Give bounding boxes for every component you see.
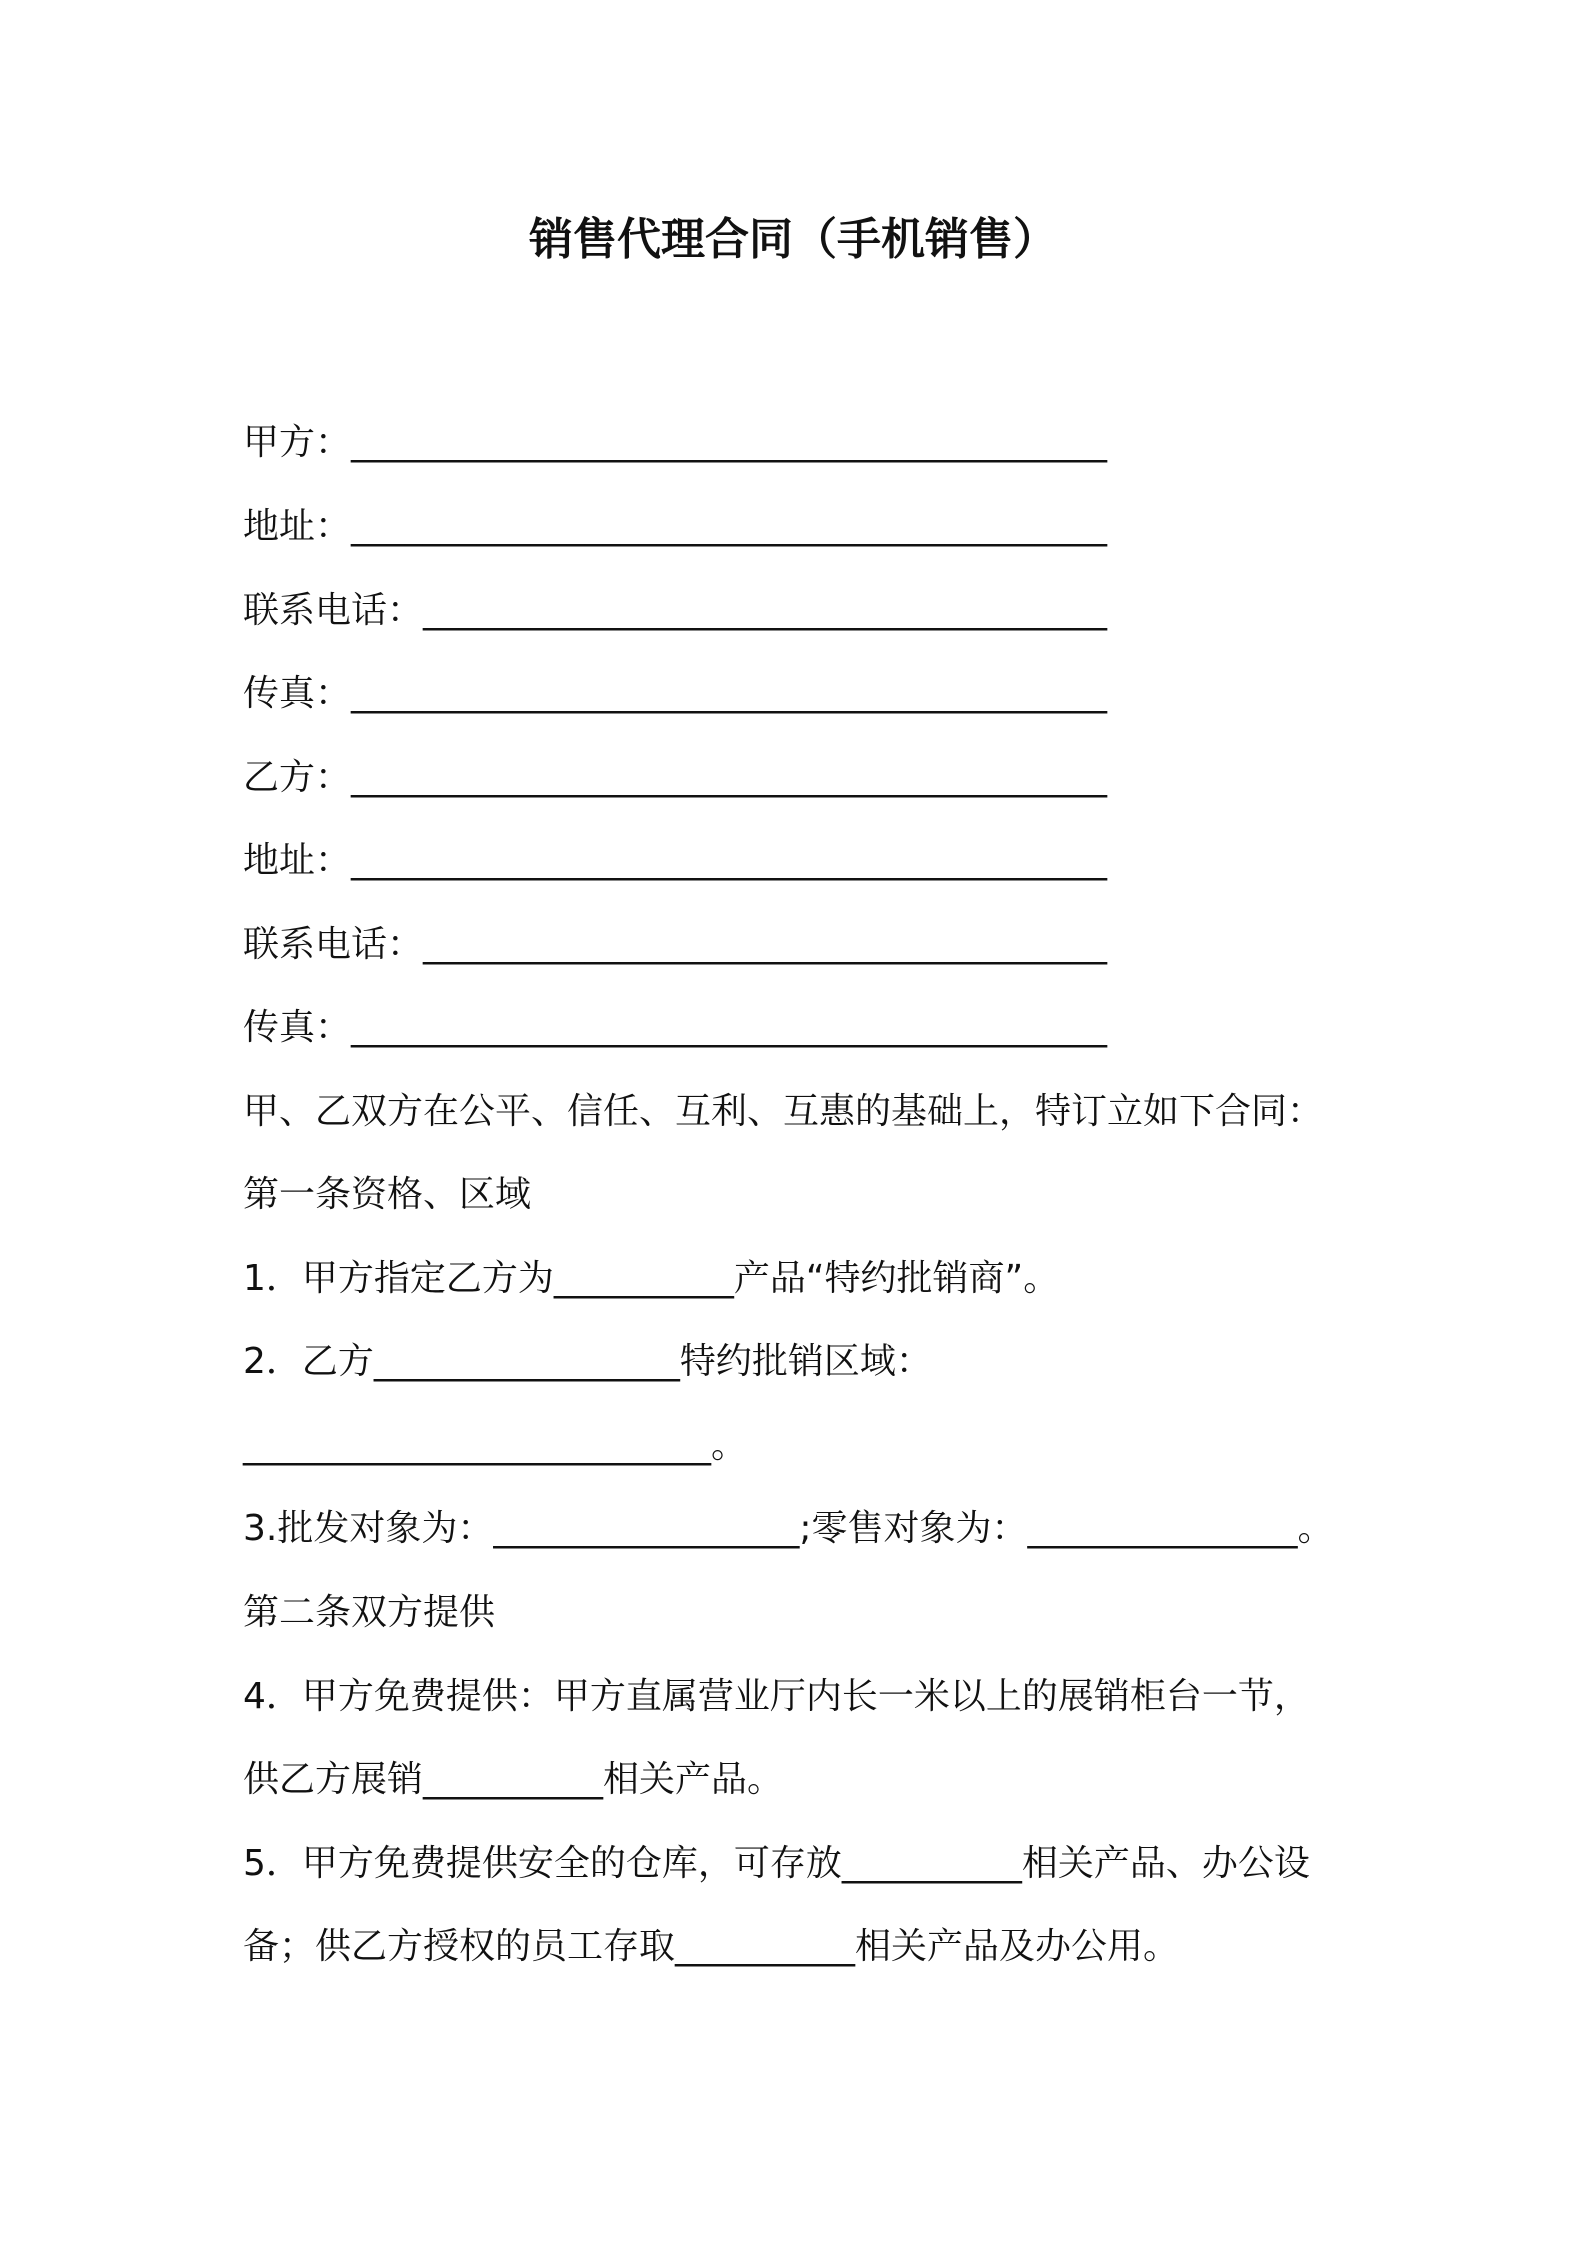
party-a-fax-line: 传真：__________________________________________ [243, 673, 1108, 714]
article-2-heading: 第二条双方提供 [243, 1592, 496, 1633]
clause-4-continuation: 供乙方展销__________相关产品。 [243, 1759, 784, 1800]
document-title: 销售代理合同（手机销售） [529, 214, 1057, 265]
clause-5: 5．甲方免费提供安全的仓库，可存放__________相关产品、办公设 [243, 1843, 1310, 1884]
party-a-address-line: 地址：__________________________________________ [243, 506, 1108, 547]
party-a-phone-line: 联系电话：______________________________________ [243, 590, 1108, 631]
party-b-fax-line: 传真：__________________________________________ [243, 1007, 1108, 1048]
clause-4: 4．甲方免费提供：甲方直属营业厅内长一米以上的展销柜台一节， [243, 1676, 1310, 1717]
clause-2: 2．乙方_________________特约批销区域： [243, 1341, 932, 1382]
party-b-phone-line: 联系电话：______________________________________ [243, 924, 1108, 965]
party-b-address-line: 地址：__________________________________________ [243, 840, 1108, 881]
party-b-name-line: 乙方：__________________________________________ [243, 757, 1108, 798]
clause-5-continuation: 备；供乙方授权的员工存取__________相关产品及办公用。 [243, 1926, 1180, 1967]
article-1-heading: 第一条资格、区域 [243, 1174, 532, 1215]
clause-2-continuation: __________________________。 [243, 1425, 747, 1466]
preamble-paragraph: 甲、乙双方在公平、信任、互利、互惠的基础上，特订立如下合同： [243, 1091, 1324, 1132]
party-a-name-line: 甲方：__________________________________________ [243, 422, 1108, 463]
clause-1: 1．甲方指定乙方为__________产品“特约批销商”。 [243, 1258, 1060, 1299]
clause-3: 3.批发对象为：_________________;零售对象为：_______________。 [243, 1508, 1334, 1549]
